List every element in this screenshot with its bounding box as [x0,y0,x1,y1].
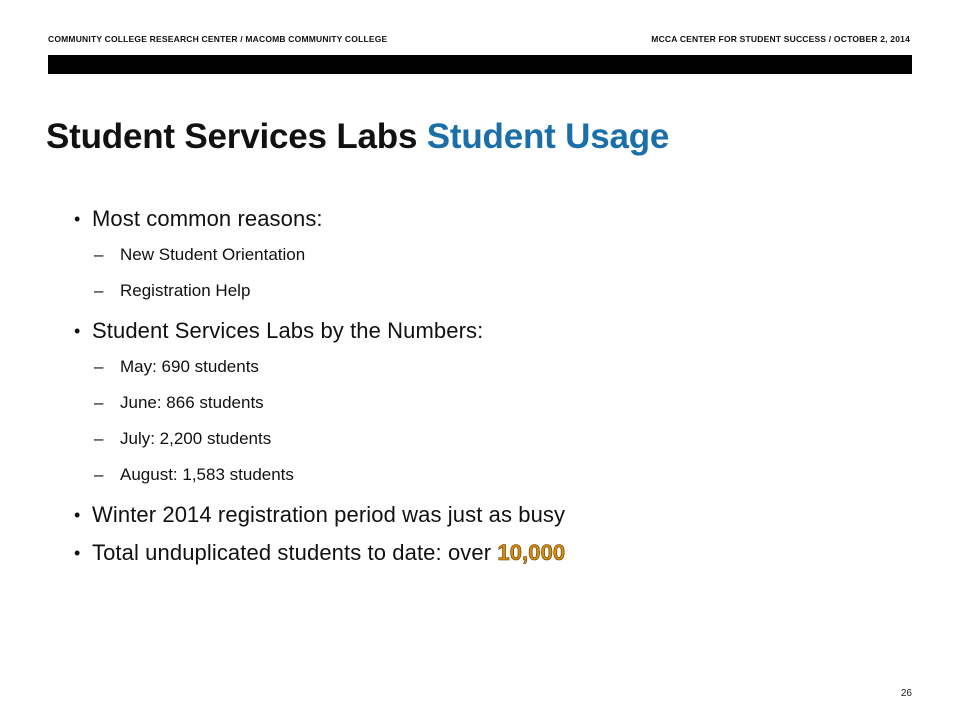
dash-icon: – [94,393,104,412]
sub-bullet [74,278,914,314]
title-main: Student Services Labs [46,117,418,156]
bullet-numbers-label: Student Services Labs by the Numbers: [92,318,484,343]
total-highlight-value: 10,000 [497,540,566,565]
bullet-winter-text: Winter 2014 registration period was just as busy [92,502,566,527]
bullet-numbers [74,316,914,354]
sub-bullet [74,354,914,390]
bullet-icon: • [74,209,81,229]
sub-bullet [74,462,914,498]
bullet-total [74,538,914,576]
dash-icon: – [94,429,104,448]
slide-title [46,117,669,157]
title-accent: Student Usage [426,117,670,156]
sub-bullet-text: July: 2,200 students [120,429,272,448]
sub-bullet-text: August: 1,583 students [120,465,294,484]
bullet-icon: • [74,505,81,525]
header-event-right: MCCA CENTER FOR STUDENT SUCCESS / OCTOBER 2, 2014 [651,34,910,44]
bullet-winter [74,500,914,538]
sub-bullet-text: June: 866 students [120,393,264,412]
sub-bullet-text: Registration Help [120,281,251,300]
sub-bullet [74,426,914,462]
slide-content [74,204,914,576]
sub-bullet-text: New Student Orientation [120,245,306,264]
bullet-icon: • [74,543,81,563]
bullet-icon: • [74,321,81,341]
header-bar [48,55,912,74]
header-org-left: COMMUNITY COLLEGE RESEARCH CENTER / MACOMB COMMUNITY COLLEGE [48,34,388,44]
dash-icon: – [94,465,104,484]
bullet-reasons [74,204,914,242]
sub-bullet-text: May: 690 students [120,357,259,376]
sub-bullet [74,390,914,426]
bullet-reasons-label: Most common reasons: [92,206,323,231]
bullet-total-text: Total unduplicated students to date: over [92,540,492,565]
dash-icon: – [94,281,104,300]
dash-icon: – [94,357,104,376]
sub-bullet [74,242,914,278]
page-number: 26 [900,688,912,699]
dash-icon: – [94,245,104,264]
